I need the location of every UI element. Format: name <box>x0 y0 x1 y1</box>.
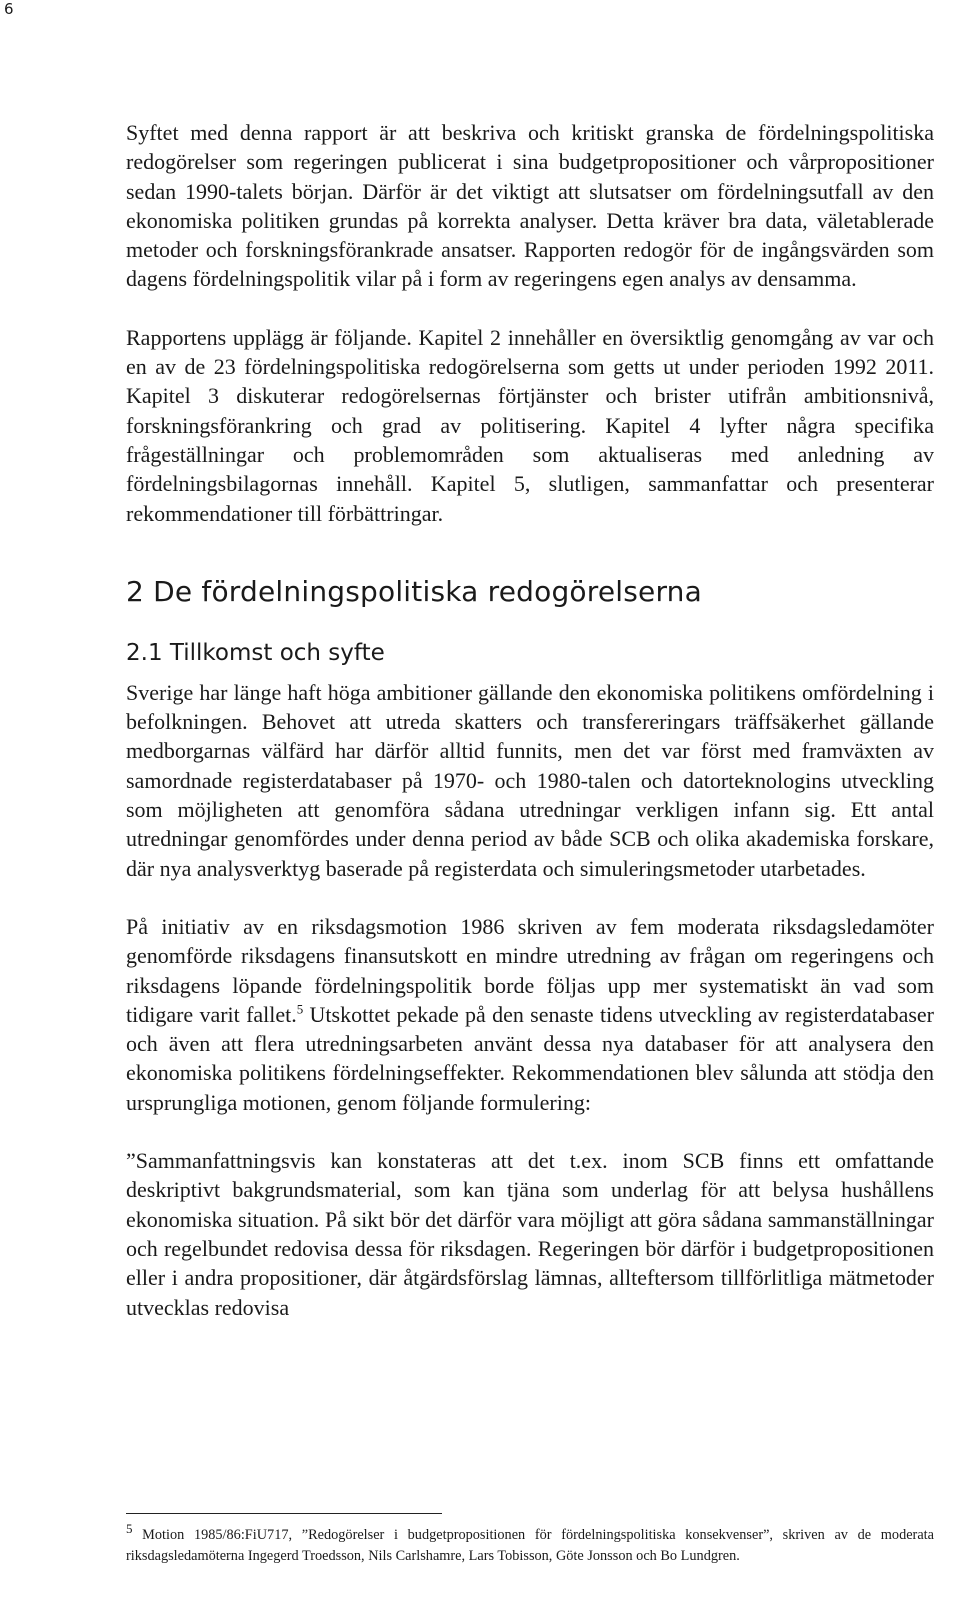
footnote-text: Motion 1985/86:FiU717, ”Redogörelser i budgetpropositionen för fördelningspolitiska konsekvenser”, skriven av de moderata riksdagsledamöterna Ingegerd Troedsson, Nils Carlshamre, Lars Tobisson, Göte Jonsson och Bo Lundgren. <box>126 1527 934 1564</box>
footnote-number: 5 <box>126 1521 133 1537</box>
paragraph-text-continued: Utskottet pekade på den senaste tidens utveckling av registerdatabaser och även att flera utredningsarbeten använt dessa nya databaser för att analysera den ekonomiska politikens fördelningseffekter. Rekommendationen blev sålunda att stödja den ursprungliga motionen, genom följande formulering: <box>126 1001 934 1115</box>
section-paragraph-background: Sverige har länge haft höga ambitioner gällande den ekonomiska politikens omfördelning i befolkningen. Behovet att utreda skatters och transfereringars träffsäkerhet gällande medborgarnas välfärd har därför alltid funnits, men det var först med framväxten av samordnade registerdatabaser på 1970- och 1980-talen och datorteknologins utveckling som möjligheten att genomföra sådana utredningar verkligen infann sig. Ett antal utredningar genomfördes under denna period av både SCB och olika akademiska forskare, där nya analysverktyg baserade på registerdata och simuleringsmetoder utarbetades. <box>126 679 934 881</box>
intro-paragraph-purpose: Syftet med denna rapport är att beskriva och kritiskt granska de fördelningspolitiska redogörelser som regeringen publicerat i sina budgetpropositioner och vårpropositioner sedan 1990-talets början. Därför är det viktigt att slutsatser om fördelningsutfall av den ekonomiska politiken grundas på korrekta analyser. Detta kräver bra data, väletablerade metoder och forskningsförankrade ansatser. Rapporten redogör för de ingångsvärden som dagens fördelningspolitik vilar på i form av regeringens egen analys av densamma. <box>126 120 934 292</box>
page-body <box>126 118 934 1322</box>
page-number: 6 <box>4 0 14 18</box>
footnote-divider <box>126 1513 442 1514</box>
footnote <box>126 1521 934 1567</box>
intro-paragraph-outline: Rapportens upplägg är följande. Kapitel 2 innehåller en översiktlig genomgång av var och en av de 23 fördelningspolitiska redogörelserna som getts ut under perioden 1992 2011. Kapitel 3 diskuterar redogörelsernas förtjänster och brister utifrån ambitionsnivå, forskningsförankring och grad av politisering. Kapitel 4 lyfter några specifika frågeställningar och problemområden som aktualiseras med anledning av fördelningsbilagornas innehåll. Kapitel 5, slutligen, sammanfattar och presenterar rekommendationer till förbättringar. <box>126 324 934 526</box>
section-paragraph-initiative <box>126 912 934 1117</box>
paragraph-text: På initiativ av en riksdagsmotion 1986 skriven av fem moderata riksdagsledamöter genomförde riksdagens finansutskott en mindre utredning av frågan om regeringens och riksdagens löpande fördelningspolitik borde följas upp mer systematiskt än vad som tidigare varit fallet. <box>126 913 934 1027</box>
footnote-reference[interactable]: 5 <box>296 1001 304 1017</box>
block-quote: ”Sammanfattningsvis kan konstateras att det t.ex. inom SCB finns ett omfattande deskriptivt bakgrundsmaterial, som kan tjäna som underlag för att belysa hushållens ekonomiska situation. På sikt bör det därför vara möjligt att göra sådana sammanställningar och regelbundet redovisa dessa för riksdagen. Regeringen bör därför i budgetpropositionen eller i andra propositioner, där åtgärdsförslag lämnas, allteftersom tillförlitliga mätmetoder utvecklas redovisa <box>126 1148 934 1320</box>
chapter-heading: 2 De fördelningspolitiska redogörelserna <box>126 574 702 608</box>
section-heading: 2.1 Tillkomst och syfte <box>126 639 385 666</box>
